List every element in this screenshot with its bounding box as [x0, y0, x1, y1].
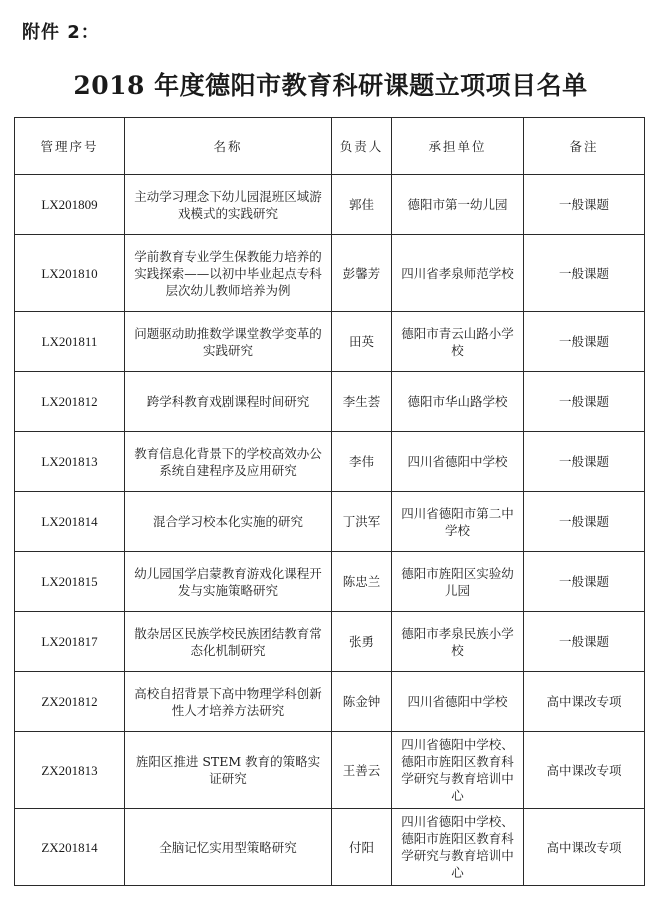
- cell-unit: 德阳市孝泉民族小学校: [392, 612, 524, 672]
- cell-leader: 丁洪军: [332, 492, 392, 552]
- cell-name: 高校自招背景下高中物理学科创新性人才培养方法研究: [125, 672, 332, 732]
- cell-note: 一般课题: [524, 552, 645, 612]
- cell-code: LX201810: [15, 235, 125, 312]
- cell-name: 全脑记忆实用型策略研究: [125, 809, 332, 886]
- cell-code: ZX201812: [15, 672, 125, 732]
- header-code: 管理序号: [15, 118, 125, 175]
- cell-code: LX201809: [15, 175, 125, 235]
- cell-note: 高中课改专项: [524, 809, 645, 886]
- cell-unit: 德阳市旌阳区实验幼儿园: [392, 552, 524, 612]
- cell-note: 一般课题: [524, 312, 645, 372]
- cell-name: 跨学科教育戏剧课程时间研究: [125, 372, 332, 432]
- cell-name: 混合学习校本化实施的研究: [125, 492, 332, 552]
- table-row: [15, 432, 645, 492]
- cell-leader: 彭馨芳: [332, 235, 392, 312]
- table-row: [15, 235, 645, 312]
- cell-leader: 李生荟: [332, 372, 392, 432]
- cell-code: ZX201813: [15, 732, 125, 809]
- cell-name: 散杂居区民族学校民族团结教育常态化机制研究: [125, 612, 332, 672]
- cell-note: 一般课题: [524, 372, 645, 432]
- cell-code: LX201814: [15, 492, 125, 552]
- cell-unit: 德阳市青云山路小学校: [392, 312, 524, 372]
- cell-unit: 四川省德阳中学校、德阳市旌阳区教育科学研究与教育培训中心: [392, 809, 524, 886]
- cell-code: LX201811: [15, 312, 125, 372]
- cell-unit: 四川省孝泉师范学校: [392, 235, 524, 312]
- table-row: [15, 372, 645, 432]
- cell-name: 幼儿园国学启蒙教育游戏化课程开发与实施策略研究: [125, 552, 332, 612]
- cell-unit: 四川省德阳中学校: [392, 432, 524, 492]
- cell-note: 一般课题: [524, 235, 645, 312]
- table-row: [15, 672, 645, 732]
- cell-leader: 李伟: [332, 432, 392, 492]
- cell-name: 主动学习理念下幼儿园混班区域游戏模式的实践研究: [125, 175, 332, 235]
- cell-unit: 德阳市华山路学校: [392, 372, 524, 432]
- table-row: [15, 175, 645, 235]
- cell-note: 一般课题: [524, 432, 645, 492]
- cell-code: LX201817: [15, 612, 125, 672]
- header-unit: 承担单位: [392, 118, 524, 175]
- cell-code: LX201813: [15, 432, 125, 492]
- attachment-label: 附件 2：: [22, 22, 100, 43]
- cell-leader: 田英: [332, 312, 392, 372]
- cell-code: ZX201814: [15, 809, 125, 886]
- table-row: [15, 312, 645, 372]
- cell-leader: 张勇: [332, 612, 392, 672]
- table-header-row: [15, 118, 645, 175]
- header-leader: 负责人: [332, 118, 392, 175]
- cell-leader: 陈金钟: [332, 672, 392, 732]
- header-note: 备注: [524, 118, 645, 175]
- table-row: [15, 612, 645, 672]
- cell-unit: 四川省德阳中学校: [392, 672, 524, 732]
- table-row: [15, 492, 645, 552]
- cell-leader: 付阳: [332, 809, 392, 886]
- cell-note: 高中课改专项: [524, 732, 645, 809]
- cell-note: 一般课题: [524, 175, 645, 235]
- cell-leader: 陈忠兰: [332, 552, 392, 612]
- cell-leader: 郭佳: [332, 175, 392, 235]
- table-row: [15, 552, 645, 612]
- cell-unit: 德阳市第一幼儿园: [392, 175, 524, 235]
- cell-leader: 王善云: [332, 732, 392, 809]
- table-row: [15, 809, 645, 886]
- cell-unit: 四川省德阳中学校、德阳市旌阳区教育科学研究与教育培训中心: [392, 732, 524, 809]
- cell-unit: 四川省德阳市第二中学校: [392, 492, 524, 552]
- cell-note: 高中课改专项: [524, 672, 645, 732]
- cell-note: 一般课题: [524, 612, 645, 672]
- project-table: [14, 117, 645, 886]
- cell-name: 旌阳区推进 STEM 教育的策略实证研究: [125, 732, 332, 809]
- page-title: 2018 年度德阳市教育科研课题立项项目名单: [73, 71, 588, 100]
- table-row: [15, 732, 645, 809]
- cell-name: 问题驱动助推数学课堂教学变革的实践研究: [125, 312, 332, 372]
- header-name: 名称: [125, 118, 332, 175]
- cell-code: LX201815: [15, 552, 125, 612]
- cell-name: 学前教育专业学生保教能力培养的实践探索——以初中毕业起点专科层次幼儿教师培养为例: [125, 235, 332, 312]
- cell-code: LX201812: [15, 372, 125, 432]
- cell-note: 一般课题: [524, 492, 645, 552]
- cell-name: 教育信息化背景下的学校高效办公系统自建程序及应用研究: [125, 432, 332, 492]
